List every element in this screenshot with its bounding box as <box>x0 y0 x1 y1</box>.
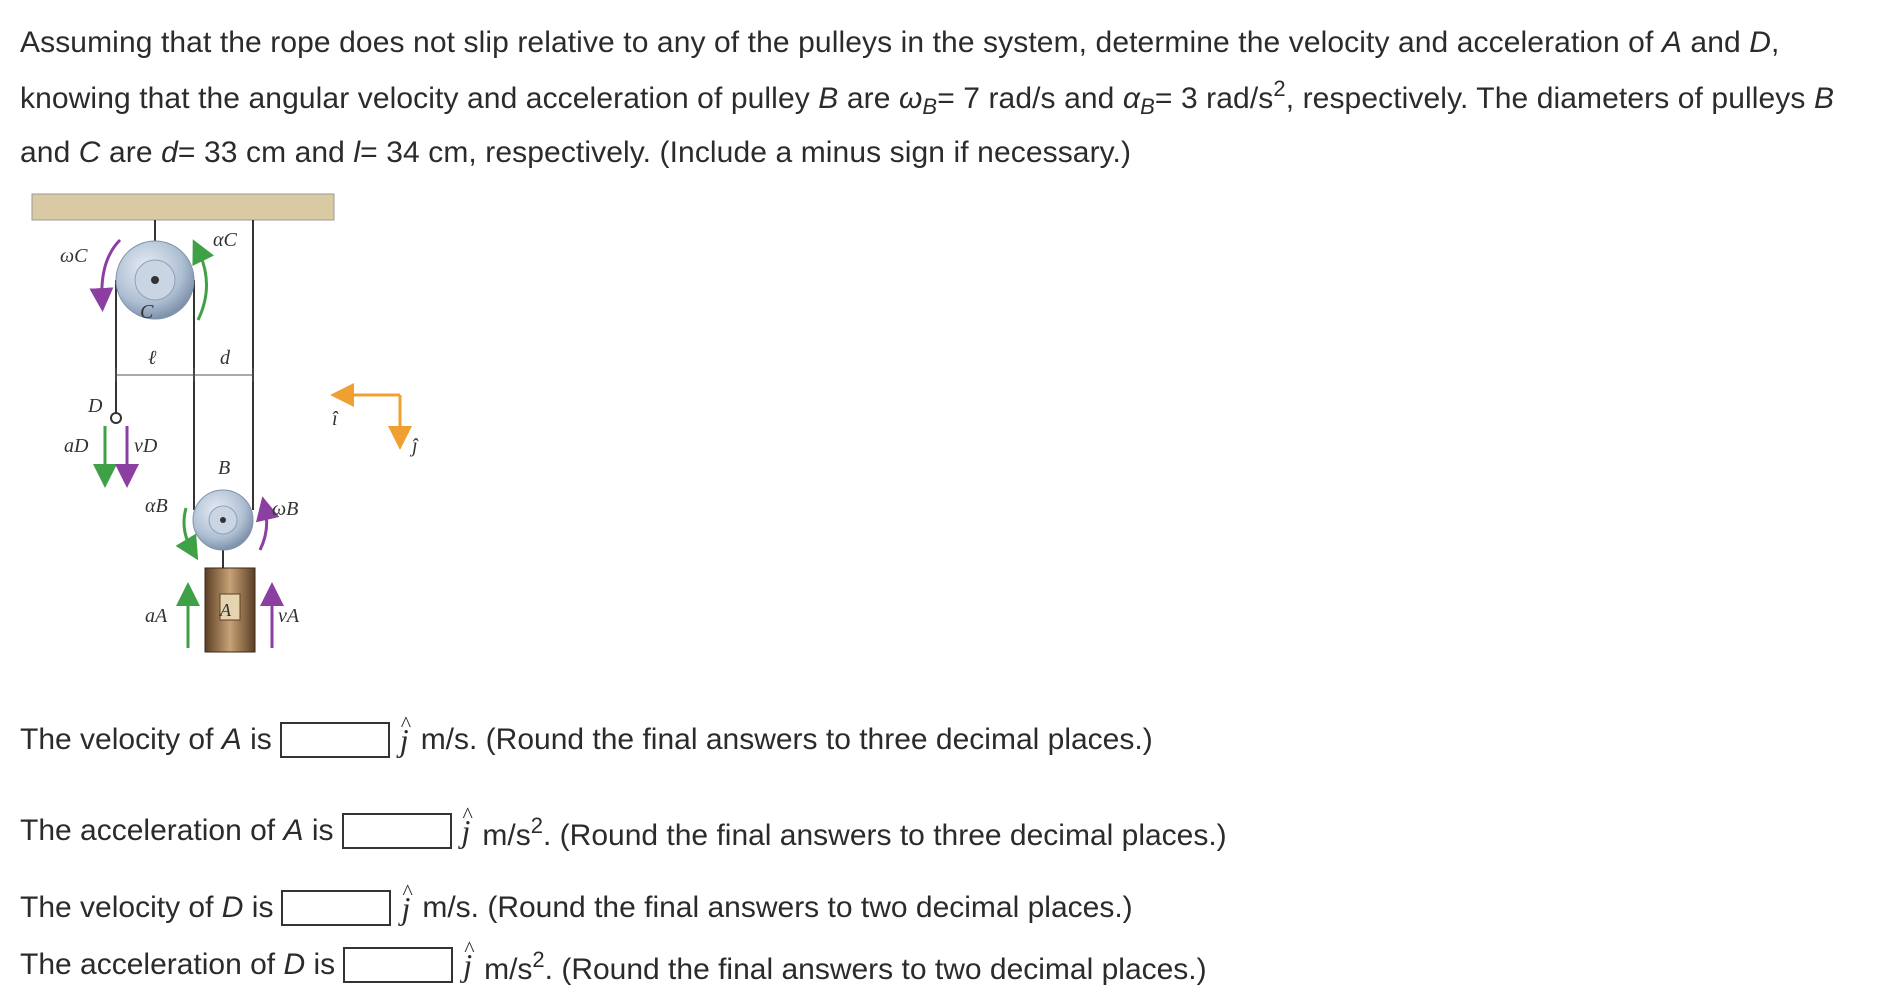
acceleration-a-input[interactable] <box>342 813 452 849</box>
label-omega-b: ωB <box>272 498 299 520</box>
arrow-alpha-c <box>198 250 207 320</box>
alpha-exponent: 2 <box>1273 76 1286 101</box>
d-value: = 33 cm and <box>177 136 345 169</box>
answer-unit: m/s. (Round the final answers to three decimal places.) <box>420 723 1153 756</box>
answer-unit: $m/s^2$. (Round the final answers to two decimal places.) <box>484 947 1207 986</box>
label-a-d: aD <box>64 435 89 457</box>
problem-and: and <box>1690 26 1741 59</box>
answer-unit: $m/s^2$. (Round the final answers to three decimal places.) <box>482 813 1227 852</box>
alpha-symbol: $\alpha_B$ <box>1122 82 1155 119</box>
point-d <box>111 413 121 423</box>
label-c: C <box>140 301 154 323</box>
answer-row-velocity-a <box>20 720 1153 760</box>
answer-row-velocity-d <box>20 888 1133 928</box>
j-hat-icon: ^ j <box>462 811 471 851</box>
problem-text-3: , respectively. The diameters of <box>1285 82 1703 115</box>
label-d: D <box>88 395 103 417</box>
var-b: B <box>818 82 839 115</box>
label-v-d: vD <box>134 435 158 457</box>
answer-unit: m/s. (Round the final answers to two decimal places.) <box>422 891 1133 924</box>
label-ell: ℓ <box>148 347 157 369</box>
label-i-hat: î <box>332 408 338 430</box>
var-b-2: B <box>1813 82 1835 115</box>
label-a-a: aA <box>145 605 168 627</box>
answer-label: The acceleration of D is <box>20 948 336 981</box>
var-d-diameter: d <box>161 136 178 169</box>
label-a: A <box>220 600 231 620</box>
j-hat-icon: ^ j <box>401 888 410 928</box>
var-d: D <box>1749 26 1771 59</box>
answer-row-acceleration-a <box>20 806 1227 856</box>
problem-statement: Assuming that the rope does not slip relative to any of the pulleys in the system, determine the velocity and acceleration of A and D, knowing that the angular velocity and acceleration of pulley B are $\omega_B= 7$ rad/s and $\alpha_B= 3$ rad/$s^2$, respectively. The diameters of pulleys B and C are d= 33 cm and l= 34 cm, respectively. (Include a minus sign if necessary.) <box>20 26 1835 169</box>
label-alpha-b: αB <box>145 495 168 517</box>
label-d-dim: d <box>220 347 230 369</box>
j-hat-icon: ^ j <box>400 720 409 760</box>
omega-value: = 7 rad/s and <box>937 82 1115 115</box>
omega-symbol: $\omega_B$ <box>898 82 938 119</box>
velocity-d-input[interactable] <box>281 890 391 926</box>
var-a: A <box>1661 26 1682 59</box>
label-omega-c: ωC <box>60 245 88 267</box>
label-v-a: vA <box>278 605 300 627</box>
answer-label: The velocity of D is <box>20 891 274 924</box>
acceleration-d-input[interactable] <box>343 947 453 983</box>
problem-are: are <box>846 82 891 115</box>
label-b: B <box>218 457 231 479</box>
answer-row-acceleration-d <box>20 940 1207 990</box>
answer-label: The velocity of A is <box>20 723 272 756</box>
arrow-alpha-b <box>184 508 192 550</box>
problem-and-2: and <box>20 136 71 169</box>
problem-text-2: knowing that the angular velocity and acceleration of pulley <box>20 82 810 115</box>
ceiling <box>32 194 334 220</box>
problem-text-4: pulleys <box>1711 82 1806 115</box>
arrow-omega-b <box>260 508 267 550</box>
alpha-value: = 3 rad/s <box>1154 82 1274 115</box>
problem-text-1: Assuming that the rope does not slip relative to any of the pulleys in the system, determine the velocity and acceleration of <box>20 26 1654 59</box>
pulley-figure <box>20 190 418 670</box>
j-hat-icon: ^ j <box>463 945 472 985</box>
velocity-a-input[interactable] <box>280 722 390 758</box>
answer-label: The acceleration of A is <box>20 814 334 847</box>
label-j-hat: ĵ <box>412 435 418 457</box>
l-value: = 34 cm, respectively. (Include a minus sign if necessary.) <box>360 136 1132 169</box>
problem-are-2: are <box>109 136 153 169</box>
label-alpha-c: αC <box>213 229 237 251</box>
var-c: C <box>78 136 101 169</box>
var-l-diameter: l <box>353 136 361 169</box>
pulley-diagram <box>20 190 418 670</box>
